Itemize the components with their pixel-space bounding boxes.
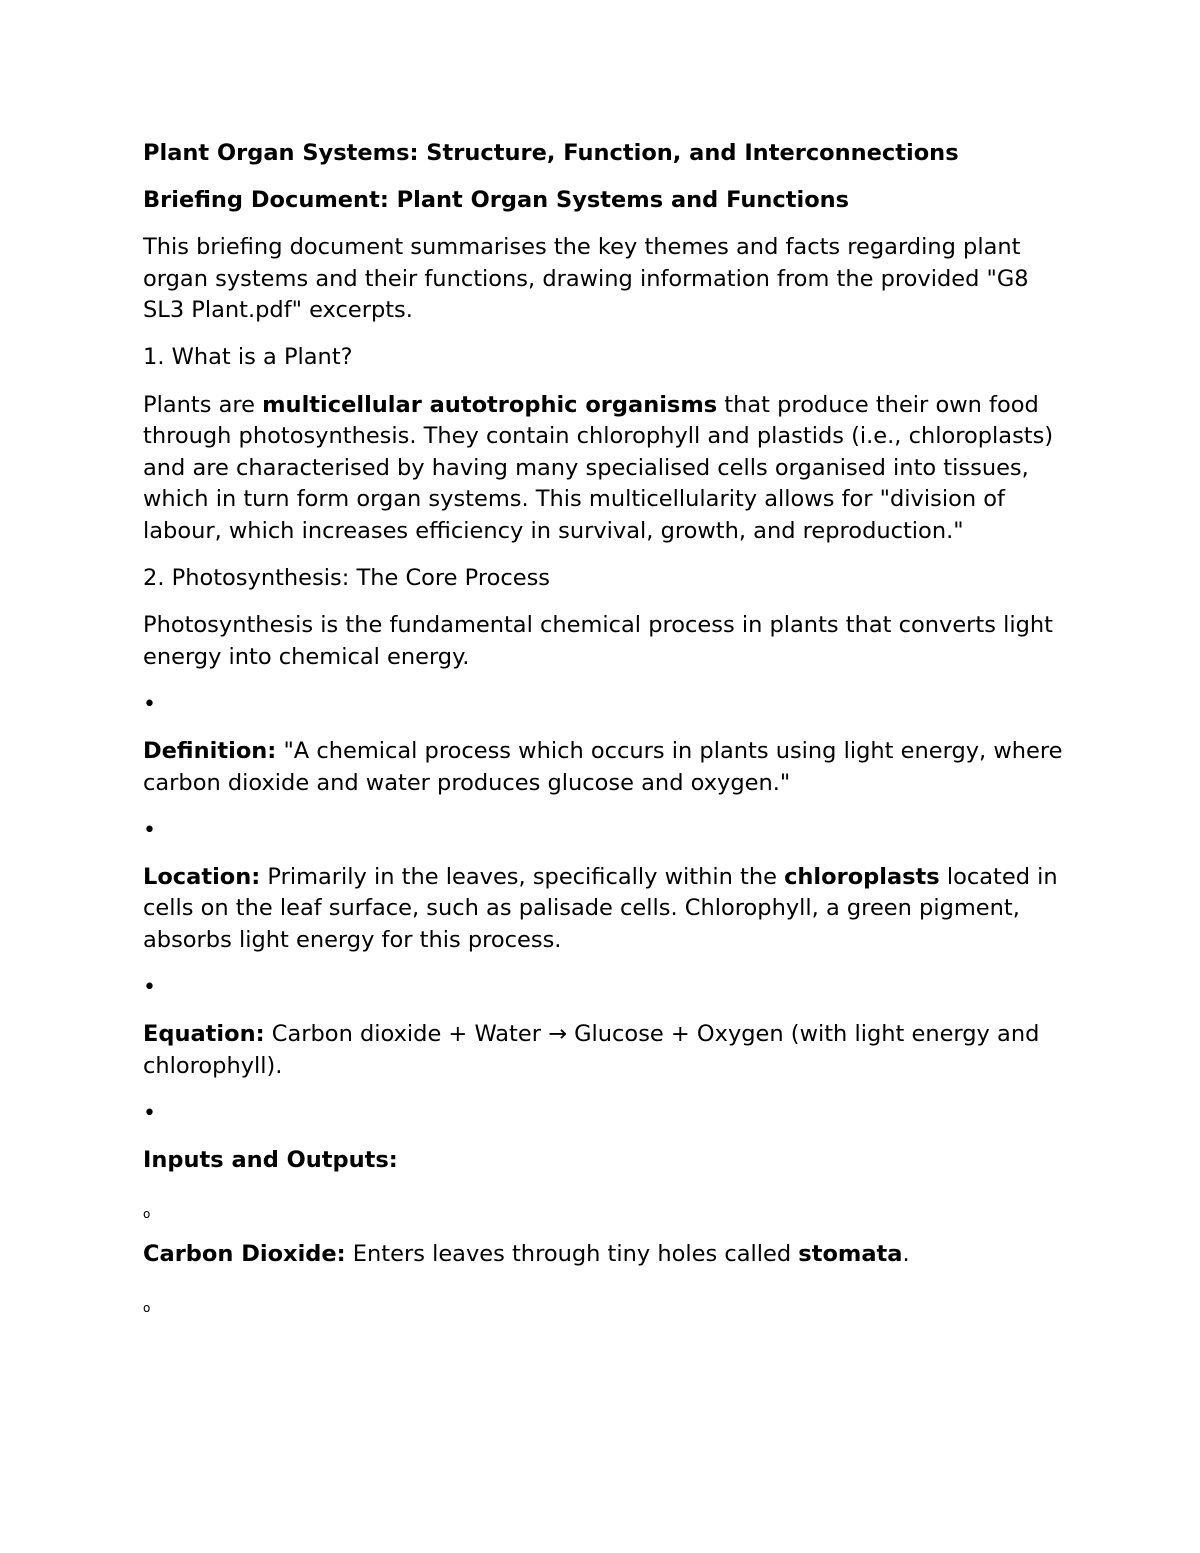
bullet-equation-marker xyxy=(143,972,1073,1004)
bullet-location-marker xyxy=(143,815,1073,847)
bullet-icon: • xyxy=(143,691,156,717)
section-1-text-before: Plants are xyxy=(143,391,263,418)
sub-bullet-icon: o xyxy=(143,1301,151,1316)
sub-bullet-co2-marker xyxy=(143,1192,1073,1224)
section-2-intro: Photosynthesis is the fundamental chemical process in plants that converts light energy into chemical energy. xyxy=(143,612,1053,670)
location-label: Location: xyxy=(143,863,261,890)
definition-item xyxy=(143,736,1073,799)
section-1-bold-term: multicellular autotrophic organisms xyxy=(262,391,718,418)
carbon-dioxide-text: Enters leaves through tiny holes called xyxy=(345,1241,799,1268)
sub-bullet-next-marker xyxy=(143,1286,1073,1318)
carbon-dioxide-item xyxy=(143,1239,1073,1271)
location-item xyxy=(143,862,1073,957)
document-subtitle: Briefing Document: Plant Organ Systems and Functions xyxy=(143,187,850,214)
carbon-dioxide-bold-term: stomata xyxy=(798,1241,903,1268)
document-page xyxy=(143,138,1073,1333)
bullet-definition-marker xyxy=(143,689,1073,721)
section-2-heading: 2. Photosynthesis: The Core Process xyxy=(143,565,551,592)
equation-label: Equation: xyxy=(143,1021,265,1048)
section-1-heading: 1. What is a Plant? xyxy=(143,344,353,371)
bullet-icon: • xyxy=(143,1100,156,1126)
location-text-2: located in cells on the leaf surface, such as palisade cells. Chlorophyll, a green pigment, absorbs light energy for this process. xyxy=(143,863,1058,953)
inputs-outputs-label: Inputs and Outputs: xyxy=(143,1146,398,1173)
document-title: Plant Organ Systems: Structure, Function, and Interconnections xyxy=(143,140,959,166)
bullet-io-marker xyxy=(143,1098,1073,1130)
equation-text: Carbon dioxide + Water → Glucose + Oxygen (with light energy and chlorophyll). xyxy=(143,1021,1040,1079)
section-1-paragraph xyxy=(143,390,1073,548)
bullet-icon: • xyxy=(143,974,156,1000)
bullet-icon: • xyxy=(143,817,156,843)
definition-label: Definition: xyxy=(143,737,277,764)
intro-paragraph: This briefing document summarises the key themes and facts regarding plant organ systems and their functions, drawing information from the provided "G8 SL3 Plant.pdf" excerpts. xyxy=(143,234,1029,324)
definition-text: "A chemical process which occurs in plants using light energy, where carbon dioxide and water produces glucose and oxygen." xyxy=(143,737,1063,796)
location-text-1: Primarily in the leaves, specifically within the xyxy=(260,863,785,890)
sub-bullet-icon: o xyxy=(143,1206,151,1221)
section-1-text-after: that produce their own food through photosynthesis. They contain chlorophyll and plastids (i.e., chloroplasts) and are characterised by having many specialised cells organised into tissues, which in turn form organ systems. This multicellularity allows for "division of labour, which increases efficiency in survival, growth, and reproduction." xyxy=(143,391,1054,544)
equation-item xyxy=(143,1019,1073,1082)
location-bold-term: chloroplasts xyxy=(784,863,940,890)
carbon-dioxide-label: Carbon Dioxide: xyxy=(143,1241,346,1268)
carbon-dioxide-end: . xyxy=(902,1241,910,1268)
inputs-outputs-item xyxy=(143,1145,1073,1177)
